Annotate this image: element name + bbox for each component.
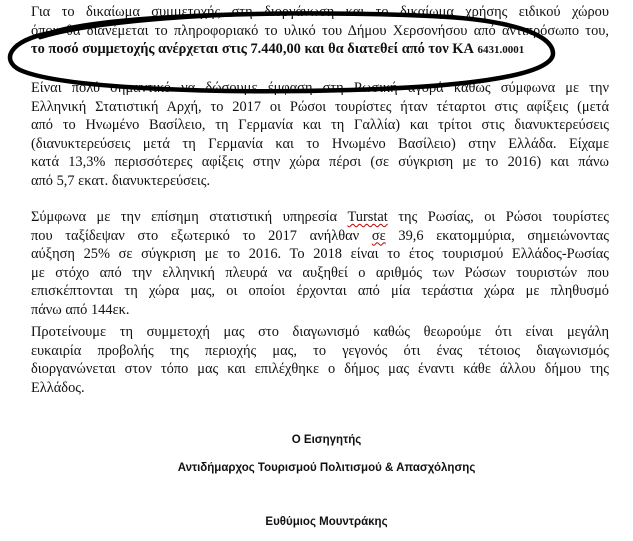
- paragraph-turstat-statistics: [31, 208, 609, 320]
- spellcheck-underlined-word: σε: [371, 227, 386, 244]
- paragraph-line: όπου θα διανέμεται το πληροφοριακό το υλικό του Δήμου Χερσονήσου από αντιπρόσωπο του,: [31, 22, 609, 39]
- text-segment: Σύμφωνα με την επίσημη στατιστική υπηρεσία: [31, 209, 337, 225]
- paragraph-line: Για το δικαίωμα συμμετοχής στη διοργάνωση και το δικαίωμα χρήσης ειδικού χώρου: [31, 4, 609, 20]
- paragraph-line: κατά 13,3% περισσότερες αφίξεις στην χώρα πέρσι (σε σύγκριση με το 2016) και πάνω: [31, 154, 609, 171]
- paragraph-line: [31, 208, 609, 227]
- paragraph-line: Ελληνική Στατιστική Αρχή, το 2017 οι Ρώσοι τουρίστες ήταν τέταρτοι στις αφίξεις (μετά: [31, 98, 609, 115]
- paragraph-line: από το Ηνωμένο Βασίλειο, τη Γερμανία και τη Γαλλία) και τρίτοι στις διανυκτερεύσεις: [31, 117, 609, 134]
- signature-role: Ο Εισηγητής: [291, 434, 362, 446]
- paragraph-line: Προτείνουμε τη συμμετοχή μας στο διαγωνισμό καθώς θεωρούμε ότι είναι μεγάλη: [31, 324, 609, 340]
- signature-title: Αντιδήμαρχος Τουρισμού Πολιτισμού & Απασχόλησης: [177, 462, 476, 474]
- paragraph-line: Είναι πολύ σημαντικό να δώσουμε έμφαση στη Ρωσική αγορά καθώς σύμφωνα με την: [31, 80, 609, 96]
- text-segment: της Ρωσίας, οι Ρώσοι τουρίστες: [398, 209, 609, 225]
- fee-amount-text: ποσό συμμετοχής ανέρχεται στις 7.440,00 και θα διατεθεί από τον ΚΑ: [48, 41, 474, 58]
- signature-name: Ευθύμιος Μουντράκης: [265, 516, 388, 528]
- paragraph-line: αύξηση 25% σε σύγκριση με το 2016. Το 2018 είναι το έτος τουρισμού Ελλάδος-Ρωσίας: [31, 246, 609, 263]
- text-segment: 39,6 εκατομμύρια, σημειώνοντας: [398, 227, 609, 244]
- paragraph-line: από 5,7 εκατ. διανυκτερεύσεις.: [31, 172, 211, 189]
- paragraph-line: πάνω από 144εκ.: [31, 301, 130, 318]
- paragraph-participation-fee: [31, 3, 609, 60]
- paragraph-line: [31, 40, 609, 60]
- paragraph-line: επισκέπτονται τη χώρα μας, οι οποίοι έρχονται από μία τεράστια χώρα με πληθυσμό: [31, 283, 609, 300]
- paragraph-proposal: [31, 323, 609, 397]
- budget-code: 6431.0001: [477, 44, 525, 57]
- spellcheck-underlined-word: Turstat: [347, 209, 388, 225]
- paragraph-line: διοργανώνεται στον τόπο μας και επιλέχθηκε ο δήμος μας έναντι κάθε άλλου δήμου της: [31, 361, 609, 378]
- paragraph-russian-market: [31, 79, 609, 191]
- paragraph-line: [31, 227, 609, 246]
- paragraph-line: (διανυκτερεύσεις μετά τη Γερμανία και το Ηνωμένο Βασίλειο) στην Ελλάδα. Είχαμε: [31, 135, 609, 152]
- text-prefix: το: [31, 41, 45, 58]
- paragraph-line: ευκαιρία προβολής της περιοχής μας, το γεγονός ότι ένας τέτοιος διαγωνισμός: [31, 342, 609, 359]
- paragraph-line: με στόχο από την ελληνική πλευρά να αυξηθεί ο αριθμός των Ρώσων τουριστών που: [31, 264, 609, 281]
- text-segment: που ταξίδεψαν στο εξωτερικό το 2017 ανήλθαν: [31, 227, 360, 244]
- paragraph-line: Ελλάδος.: [31, 379, 85, 396]
